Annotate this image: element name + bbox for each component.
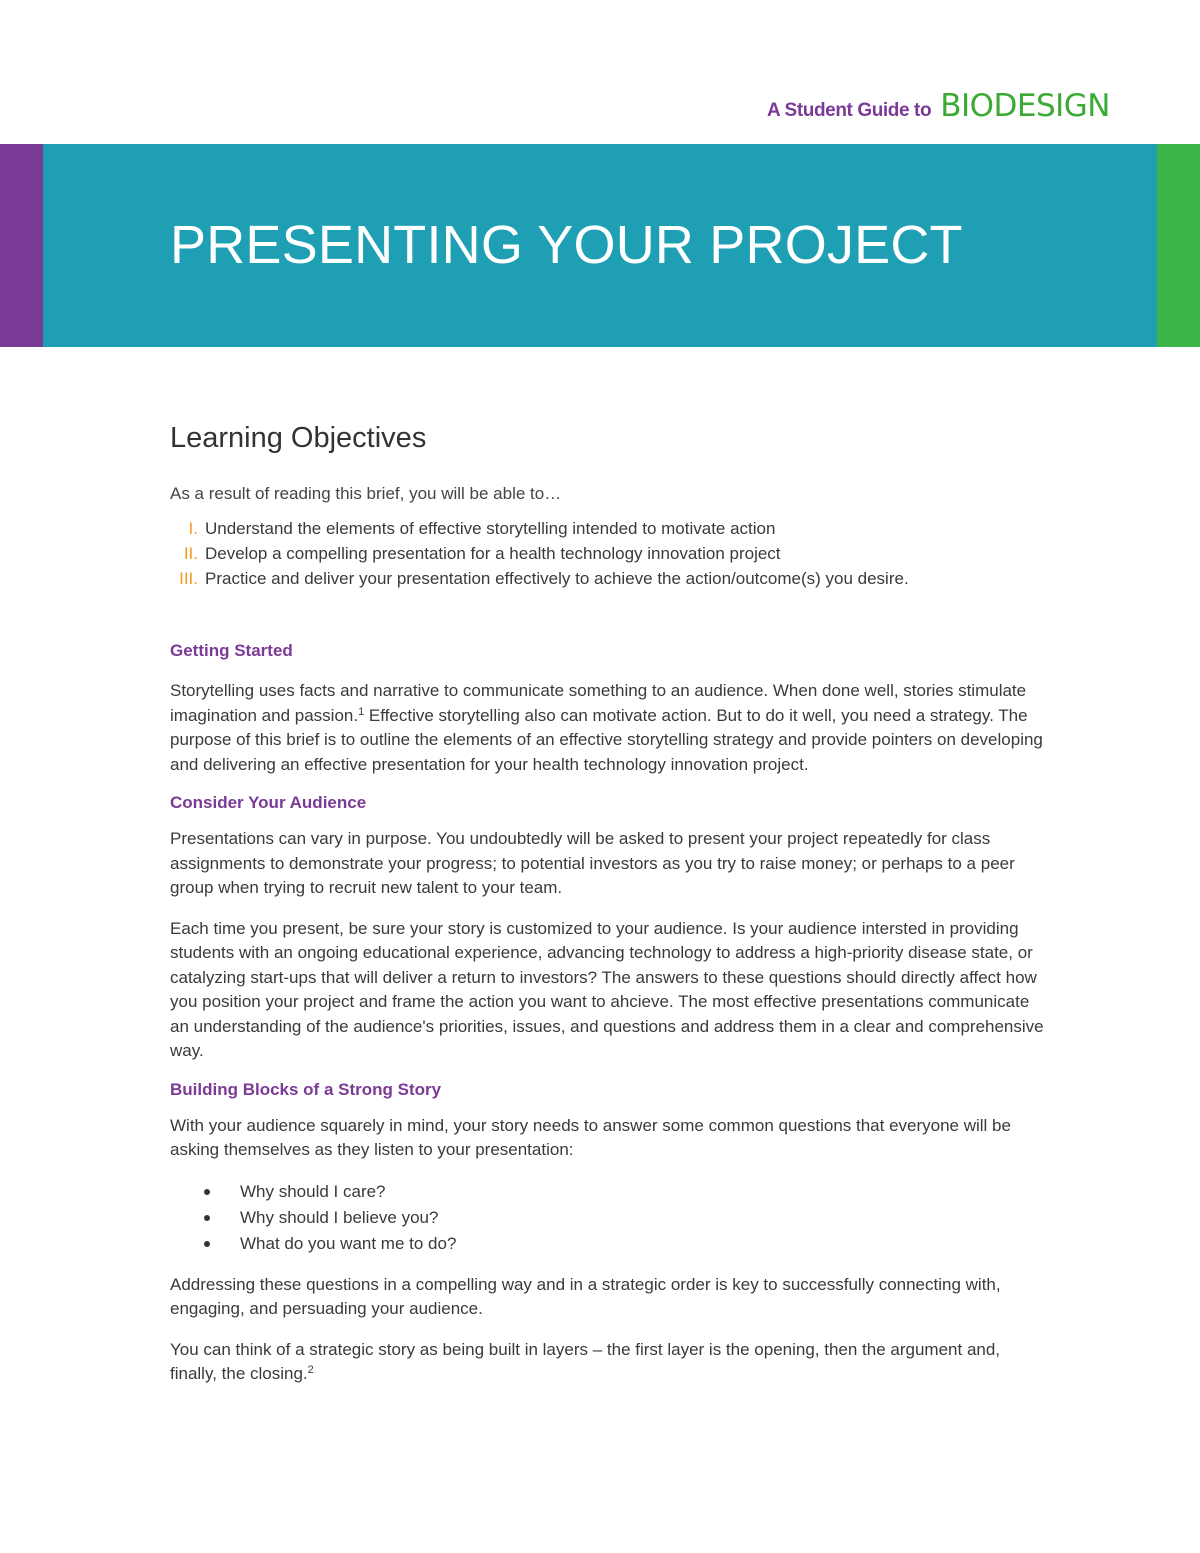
brand-prefix: A Student Guide to [767,100,932,121]
getting-started-text-a: Storytelling uses facts and narrative to communicate something to an audience. When done well, stories stimulate imagination and passion. [170,681,1027,725]
learning-objectives-heading: Learning Objectives [170,422,427,454]
question-text: Why should I believe you? [240,1207,439,1227]
objective-text: Develop a compelling presentation for a health technology innovation project [205,544,781,563]
building-blocks-heading: Building Blocks of a Strong Story [170,1079,442,1099]
question-item [170,1179,1050,1205]
bullet-icon [204,1241,210,1247]
objective-number: III. [179,569,198,588]
objective-text: Understand the elements of effective storytelling intended to motivate action [205,519,776,538]
getting-started-heading: Getting Started [170,641,293,660]
objective-number: II. [183,544,198,563]
bullet-icon [204,1189,210,1195]
objective-text: Practice and deliver your presentation effectively to achieve the action/outcome(s) you desire. [205,569,909,588]
consider-audience-paragraph-2: Each time you present, be sure your story is customized to your audience. Is your audience intersted in providing students with an ongoing educational experience, advancing technology to address a high-priority disease state, or catalyzing start-ups that will deliver a return to investors? The answers to these questions should directly affect how you position your project and frame the action you want to ahcieve. The most effective presentations communicate an understanding of the audience's priorities, issues, and questions and address them in a clear and comprehensive way. [170,918,1044,1060]
banner-left-accent [0,144,43,347]
question-item [170,1231,1050,1257]
document-body [170,420,1050,1387]
getting-started-paragraph [170,679,1050,777]
title-banner [0,144,1200,347]
learning-objectives-intro: As a result of reading this brief, you will be able to… [170,484,562,503]
consider-audience-heading: Consider Your Audience [170,793,367,812]
building-blocks-text-3: You can think of a strategic story as being built in layers – the first layer is the opening, then the argument and, finally, the closing. [170,1339,1001,1383]
getting-started-text-b: Effective storytelling also can motivate action. But to do it well, you need a strategy. The purpose of this brief is to outline the elements of an effective storytelling strategy and provide pointers on developing and delivering an effective presentation for your health technology innovation project. [170,705,1043,774]
consider-audience-paragraph-1: Presentations can vary in purpose. You undoubtedly will be asked to present your project repeatedly for class assignments to demonstrate your progress; to potential investors as you try to raise money; or perhaps to a peer group when trying to recruit new talent to your team. [170,829,1015,897]
objective-item [170,566,1050,591]
building-blocks-paragraph-3 [170,1338,1050,1387]
questions-list [170,1179,1050,1257]
banner-right-accent [1157,144,1200,347]
objective-number: I. [188,519,198,538]
objective-item [170,516,1050,541]
question-item [170,1205,1050,1231]
footnote-ref-2[interactable]: 2 [307,1364,314,1376]
objectives-list [170,516,1050,591]
footnote-ref-1[interactable]: 1 [358,705,365,718]
building-blocks-paragraph-1: With your audience squarely in mind, your story needs to answer some common questions that everyone will be asking themselves as they listen to your presentation: [170,1115,1011,1159]
brand-logo [767,88,1110,124]
question-text: Why should I care? [240,1181,386,1201]
question-text: What do you want me to do? [240,1233,457,1253]
building-blocks-paragraph-2: Addressing these questions in a compelling way and in a strategic order is key to successfully connecting with, engaging, and persuading your audience. [170,1274,1001,1318]
page-title: PRESENTING YOUR PROJECT [170,215,963,275]
bullet-icon [204,1215,210,1221]
brand-name: BIODESIGN [940,88,1110,124]
objective-item [170,541,1050,566]
